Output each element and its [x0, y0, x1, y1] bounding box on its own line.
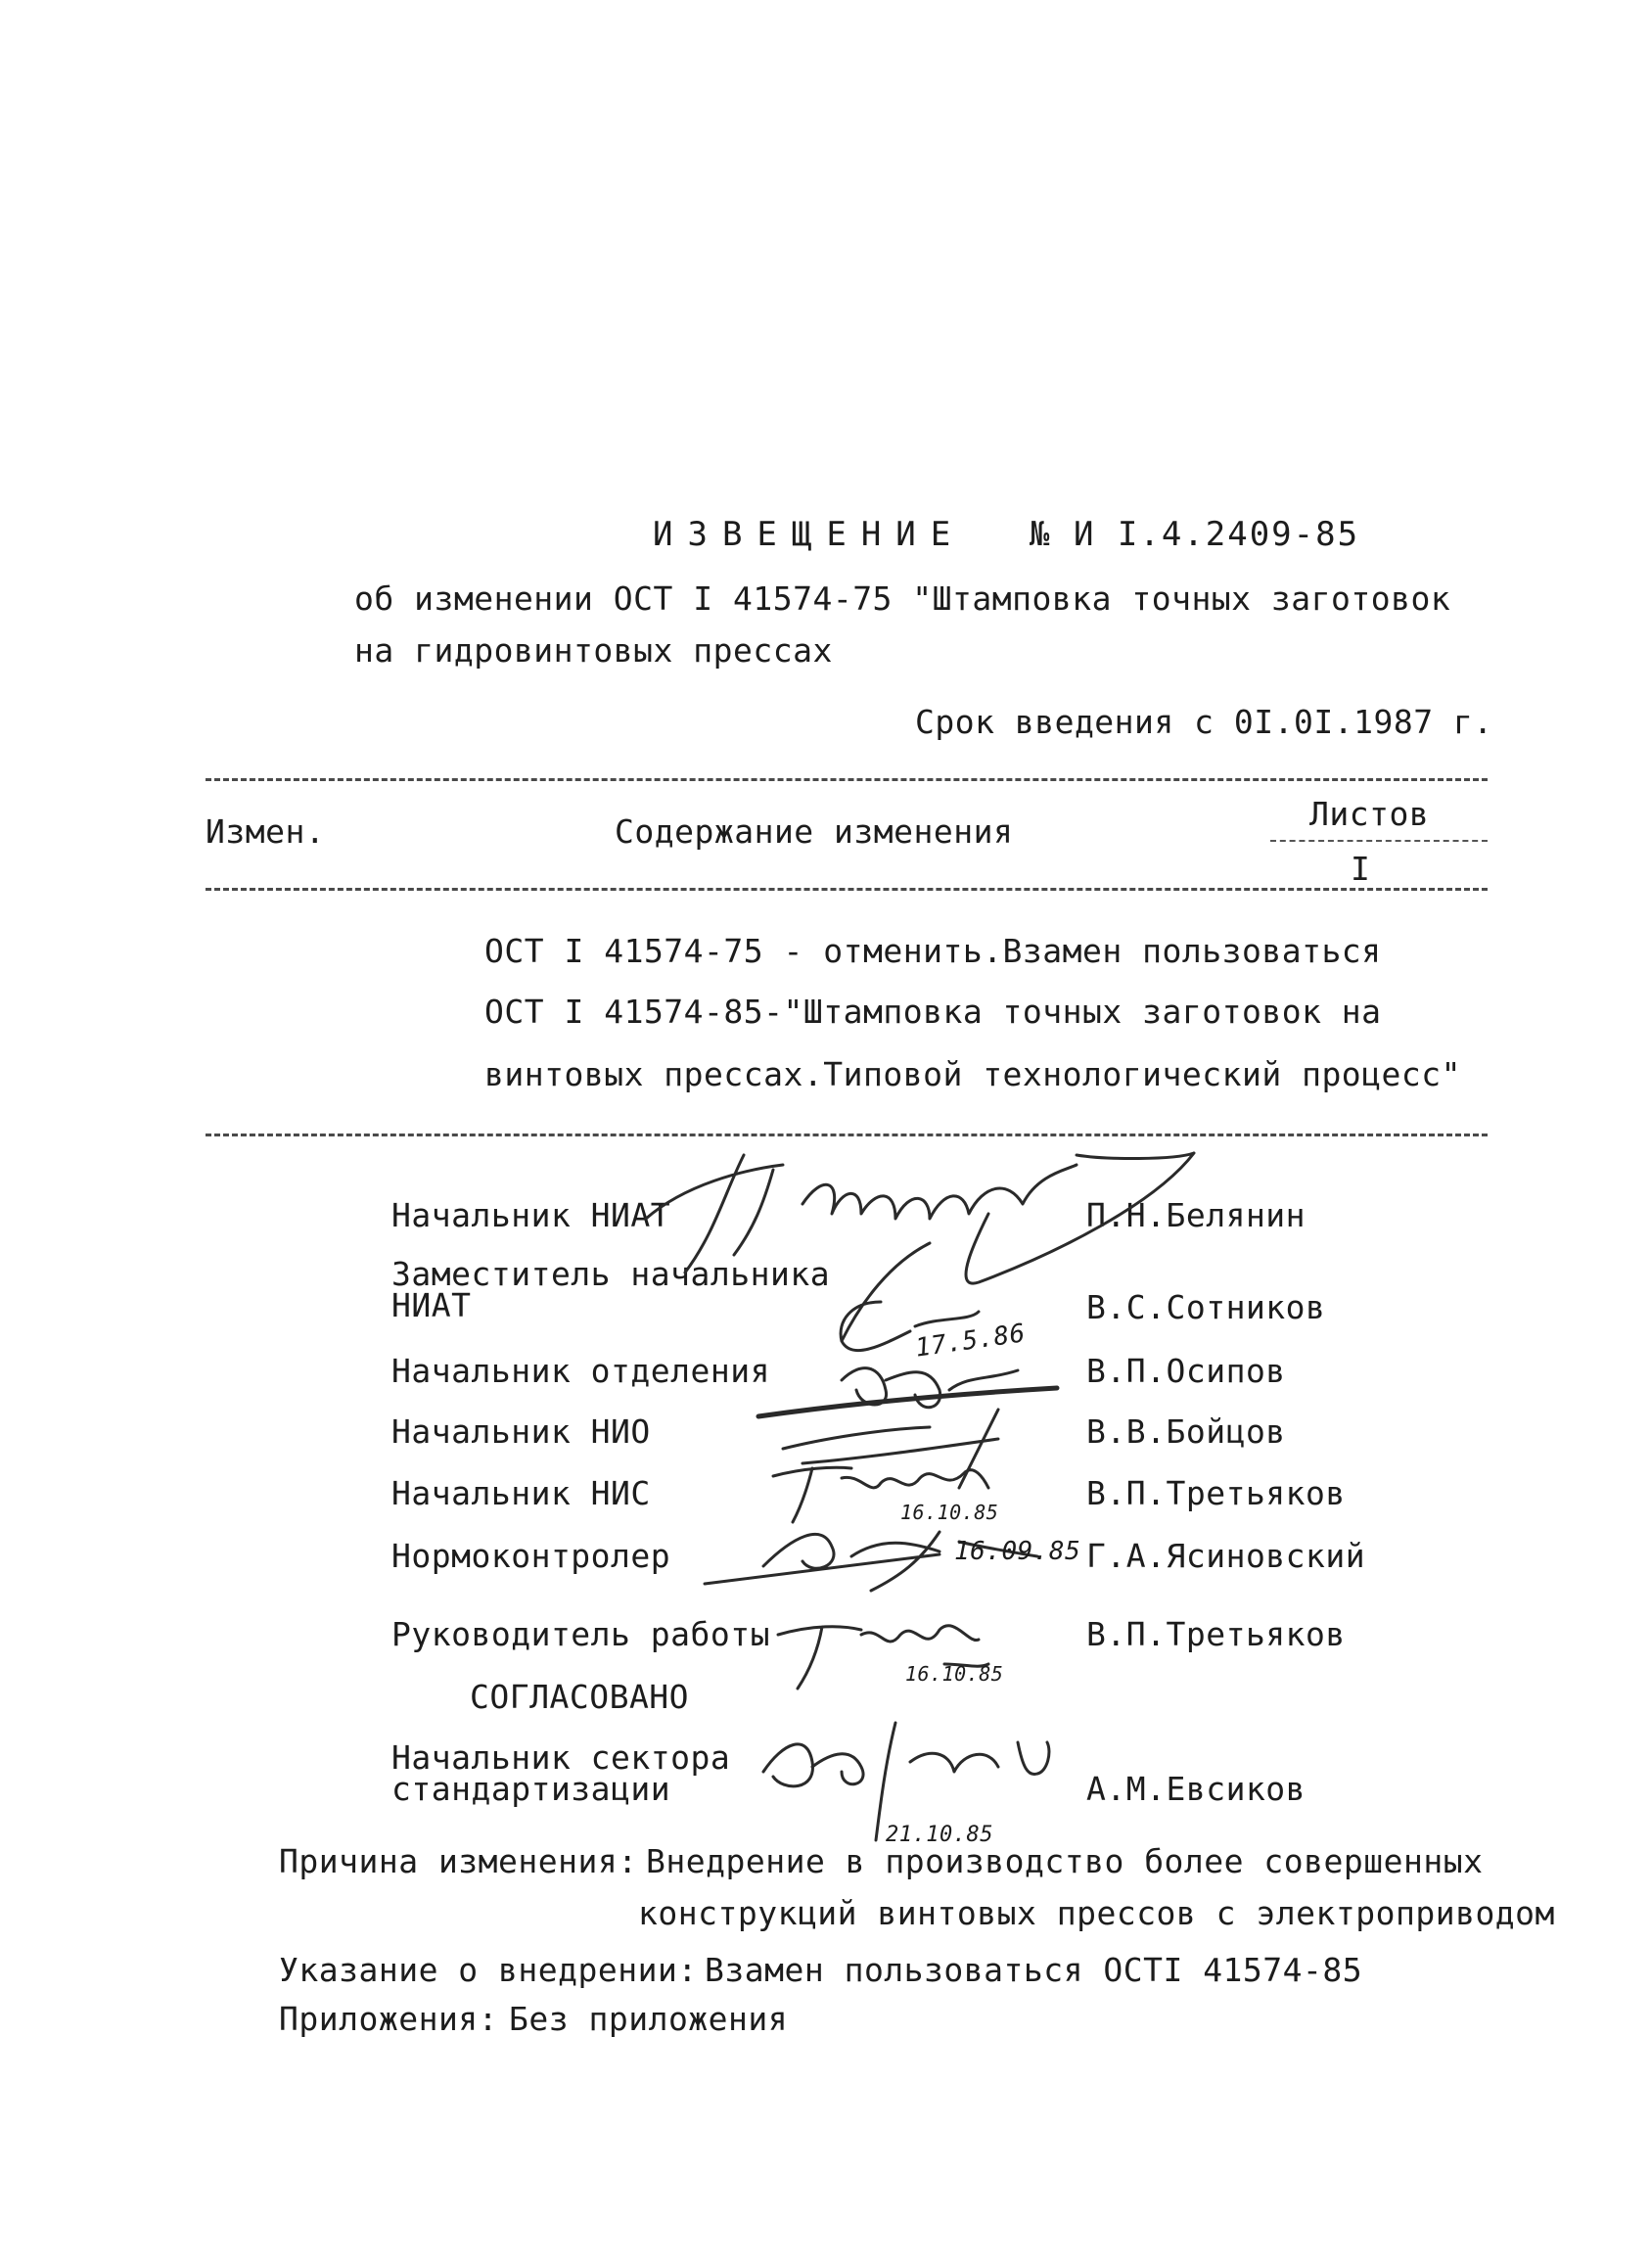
approval-name: В.П.Третьяков [1086, 1615, 1346, 1653]
signature-date-note: 21.10.85 [886, 1823, 993, 1847]
effective-date: Срок введения с 0I.0I.1987 г. [915, 703, 1493, 741]
approval-name: Г.А.Ясиновский [1086, 1537, 1366, 1575]
approval-role: Нормоконтролер [391, 1537, 671, 1575]
signature-date-note: 17.5.86 [913, 1319, 1028, 1364]
approval-role: Заместитель начальника [391, 1255, 831, 1293]
change-content-line-1: ОСТ I 41574-75 - отменить.Взамен пользоваться [484, 932, 1382, 970]
implementation-value: Взамен пользоваться ОСТI 41574-85 [705, 1951, 1363, 1989]
signature-date-note: 16.09.85 [954, 1537, 1081, 1566]
notice-number: № И I.4.2409-85 [1030, 515, 1360, 554]
attachments-value: Без приложения [509, 2000, 789, 2038]
attachments-label: Приложения: [279, 2000, 499, 2038]
implementation-label: Указание о внедрении: [279, 1951, 698, 1989]
column-header-content: Содержание изменения [615, 812, 1014, 851]
agreed-role: Начальник сектора [391, 1738, 731, 1777]
approval-name: В.П.Третьяков [1086, 1474, 1346, 1512]
signature-date-note: 16.10.85 [905, 1662, 1004, 1686]
reason-text-line-2: конструкций винтовых прессов с электроприводом [638, 1894, 1555, 1932]
approval-role: Начальник отделения [391, 1352, 770, 1390]
notice-title: ИЗВЕЩЕНИЕ [653, 515, 966, 554]
agreed-heading: СОГЛАСОВАНО [470, 1678, 690, 1716]
approval-role: Начальник НИО [391, 1412, 651, 1451]
sheets-value: I [1351, 850, 1371, 888]
column-header-change: Измен. [206, 812, 326, 851]
change-content-line-3: винтовых прессах.Типовой технологический процесс" [484, 1055, 1462, 1093]
reason-label: Причина изменения: [279, 1842, 638, 1880]
approval-name: В.С.Сотников [1086, 1288, 1326, 1326]
notice-subject-line-1: об изменении ОСТ I 41574-75 "Штамповка точных заготовок [354, 579, 1451, 618]
reason-text-line-1: Внедрение в производство более совершенных [646, 1842, 1484, 1880]
agreed-name: А.М.Евсиков [1086, 1770, 1306, 1808]
approval-name: В.П.Осипов [1086, 1352, 1286, 1390]
approval-role: НИАТ [391, 1286, 472, 1324]
approval-role: Начальник НИС [391, 1474, 651, 1512]
approval-role: Начальник НИАТ [391, 1196, 671, 1234]
column-header-sheets: Листов [1309, 795, 1430, 833]
signature-date-note: 16.10.85 [900, 1501, 999, 1524]
approval-name: В.В.Бойцов [1086, 1412, 1286, 1451]
agreed-role: стандартизации [391, 1770, 671, 1808]
approval-role: Руководитель работы [391, 1615, 770, 1653]
approval-name: П.Н.Белянин [1086, 1196, 1306, 1234]
notice-subject-line-2: на гидровинтовых прессах [354, 631, 833, 670]
change-content-line-2: ОСТ I 41574-85-"Штамповка точных заготовок на [484, 993, 1382, 1031]
